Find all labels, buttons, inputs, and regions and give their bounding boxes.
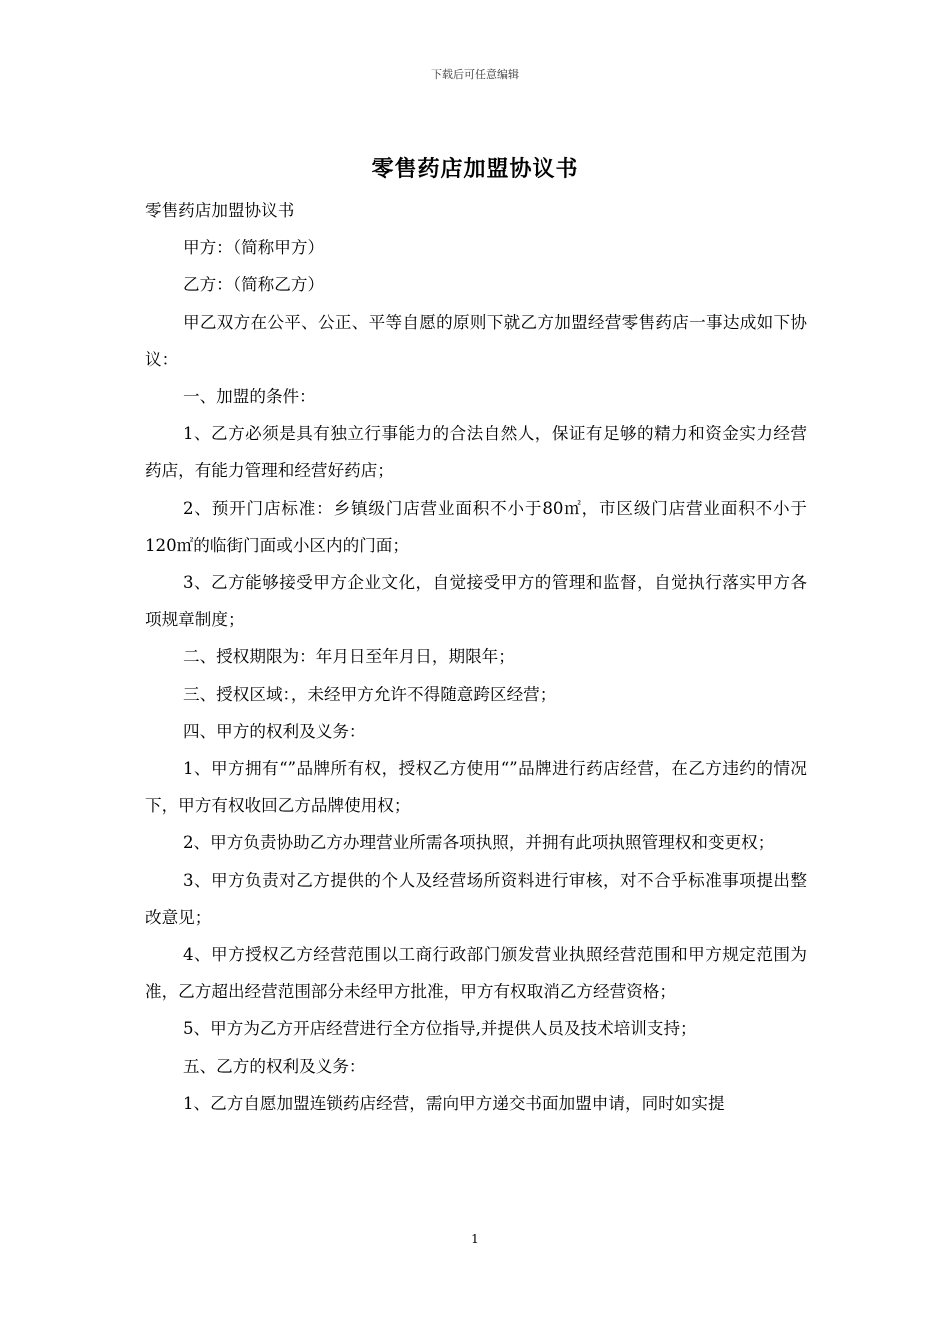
paragraph: 一、加盟的条件： xyxy=(183,387,316,407)
page-number: 1 xyxy=(471,1232,479,1246)
header-note: 下载后可任意编辑 xyxy=(431,68,519,81)
paragraph: 3、乙方能够接受甲方企业文化，自觉接受甲方的管理和监督，自觉执行落实甲方各项规章制度； xyxy=(145,573,807,630)
paragraph: 五、乙方的权利及义务： xyxy=(183,1056,366,1076)
paragraph: 2、甲方负责协助乙方办理营业所需各项执照，并拥有此项执照管理权和变更权； xyxy=(183,833,775,853)
paragraph: 1、甲方拥有“”品牌所有权，授权乙方使用“”品牌进行药店经营，在乙方违约的情况下，甲方有权收回乙方品牌使用权； xyxy=(145,759,807,816)
paragraph: 乙方：（简称乙方） xyxy=(183,275,325,295)
paragraph: 零售药店加盟协议书 xyxy=(145,201,295,220)
paragraph: 甲乙双方在公平、公正、平等自愿的原则下就乙方加盟经营零售药店一事达成如下协议： xyxy=(145,312,807,369)
paragraph: 2、预开门店标准：乡镇级门店营业面积不小于80㎡，市区级门店营业面积不小于120㎡的临街门面或小区内的门面； xyxy=(145,498,807,555)
paragraph: 三、授权区域：，未经甲方允许不得随意跨区经营； xyxy=(183,684,557,704)
paragraph: 5、甲方为乙方开店经营进行全方位指导,并提供人员及技术培训支持； xyxy=(183,1019,697,1039)
paragraph: 1、乙方自愿加盟连锁药店经营，需向甲方递交书面加盟申请，同时如实提 xyxy=(183,1093,725,1113)
paragraph: 1、乙方必须是具有独立行事能力的合法自然人，保证有足够的精力和资金实力经营药店，有能力管理和经营好药店； xyxy=(145,424,807,481)
paragraph: 甲方：（简称甲方） xyxy=(183,238,325,258)
paragraph: 3、甲方负责对乙方提供的个人及经营场所资料进行审核，对不合乎标准事项提出整改意见； xyxy=(145,870,807,927)
paragraph: 4、甲方授权乙方经营范围以工商行政部门颁发营业执照经营范围和甲方规定范围为准，乙方超出经营范围部分未经甲方批准，甲方有权取消乙方经营资格； xyxy=(145,945,807,1002)
paragraph: 四、甲方的权利及义务： xyxy=(183,721,366,741)
document-body xyxy=(145,192,807,1122)
paragraph: 二、授权期限为：年月日至年月日，期限年； xyxy=(183,647,515,667)
document-title: 零售药店加盟协议书 xyxy=(371,157,579,182)
